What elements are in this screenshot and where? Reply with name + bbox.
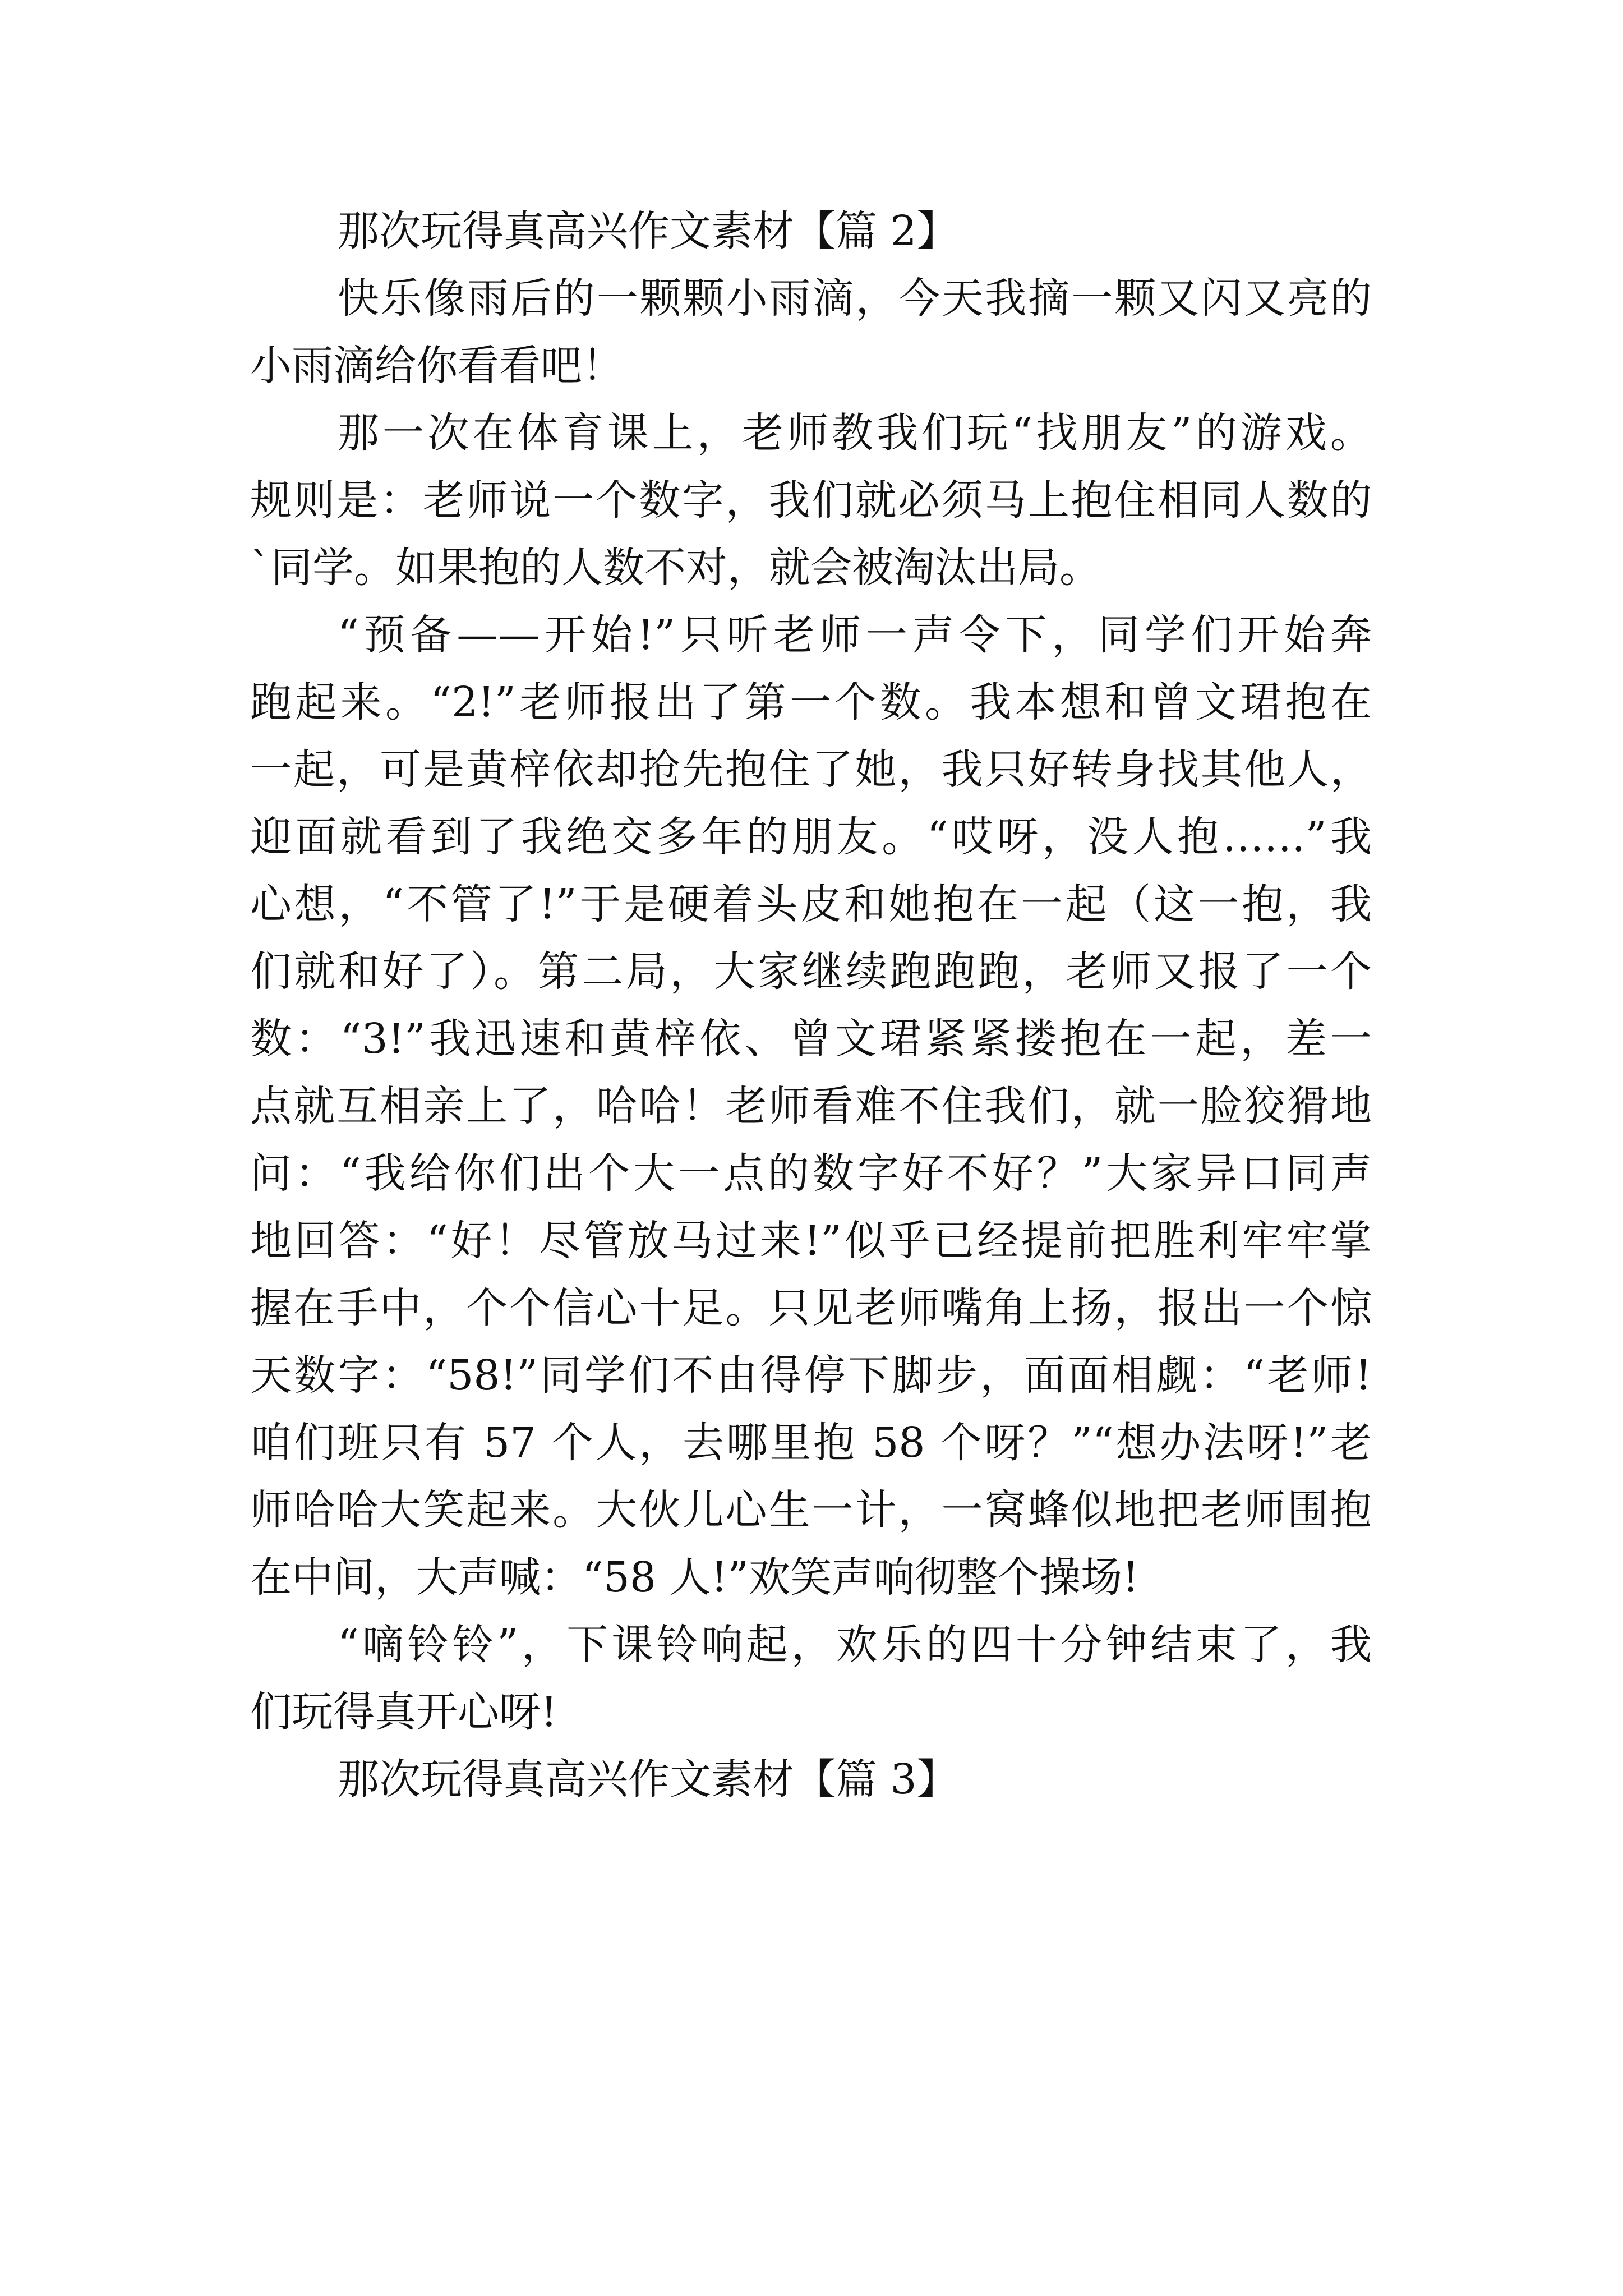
text-line: 心想，“不管了!”于是硬着头皮和她抱在一起（这一抱，我 (250, 880, 1372, 928)
text-line: 咱们班只有 57 个人，去哪里抱 58 个呀？”“想办法呀!”老 (250, 1419, 1372, 1467)
text-line: 数：“3!”我迅速和黄梓依、曾文珺紧紧搂抱在一起，差一 (250, 1015, 1372, 1063)
text-line: 问：“我给你们出个大一点的数字好不好？”大家异口同声 (250, 1149, 1372, 1198)
text-line: 那一次在体育课上，老师教我们玩“找朋友”的游戏。 (338, 409, 1372, 457)
text-line: “预备——开始!”只听老师一声令下，同学们开始奔 (338, 611, 1372, 659)
text-line: 握在手中，个个信心十足。只见老师嘴角上扬，报出一个惊 (250, 1284, 1372, 1332)
text-line: 小雨滴给你看看吧！ (250, 342, 624, 390)
text-line: 天数字：“58!”同学们不由得停下脚步，面面相觑：“老师! (250, 1351, 1372, 1400)
section-heading-2: 那次玩得真高兴作文素材【篇 2】 (338, 207, 958, 255)
text-line: 点就互相亲上了，哈哈！老师看难不住我们，就一脸狡猾地 (250, 1082, 1372, 1130)
text-line: 规则是：老师说一个数字，我们就必须马上抱住相同人数的 (250, 476, 1372, 524)
text-line: 地回答：“好！尽管放马过来!”似乎已经提前把胜利牢牢掌 (250, 1217, 1372, 1265)
text-line: 一起，可是黄梓依却抢先抱住了她，我只好转身找其他人， (250, 746, 1372, 794)
text-line: 们就和好了）。第二局，大家继续跑跑跑，老师又报了一个 (250, 947, 1372, 996)
text-line: 迎面就看到了我绝交多年的朋友。“哎呀，没人抱……”我 (250, 813, 1372, 861)
section-heading-3: 那次玩得真高兴作文素材【篇 3】 (338, 1755, 958, 1803)
text-line: `同学。如果抱的人数不对，就会被淘汰出局。 (250, 544, 1101, 592)
text-line: “嘀铃铃”，下课铃响起，欢乐的四十分钟结束了，我 (338, 1621, 1372, 1669)
text-line: 跑起来。“2!”老师报出了第一个数。我本想和曾文珺抱在 (250, 678, 1372, 726)
text-line: 在中间，大声喊：“58 人!”欢笑声响彻整个操场! (250, 1553, 1139, 1602)
text-line: 快乐像雨后的一颗颗小雨滴，今天我摘一颗又闪又亮的 (338, 274, 1372, 323)
text-line: 们玩得真开心呀! (250, 1688, 557, 1736)
text-line: 师哈哈大笑起来。大伙儿心生一计，一窝蜂似地把老师围抱 (250, 1486, 1372, 1534)
